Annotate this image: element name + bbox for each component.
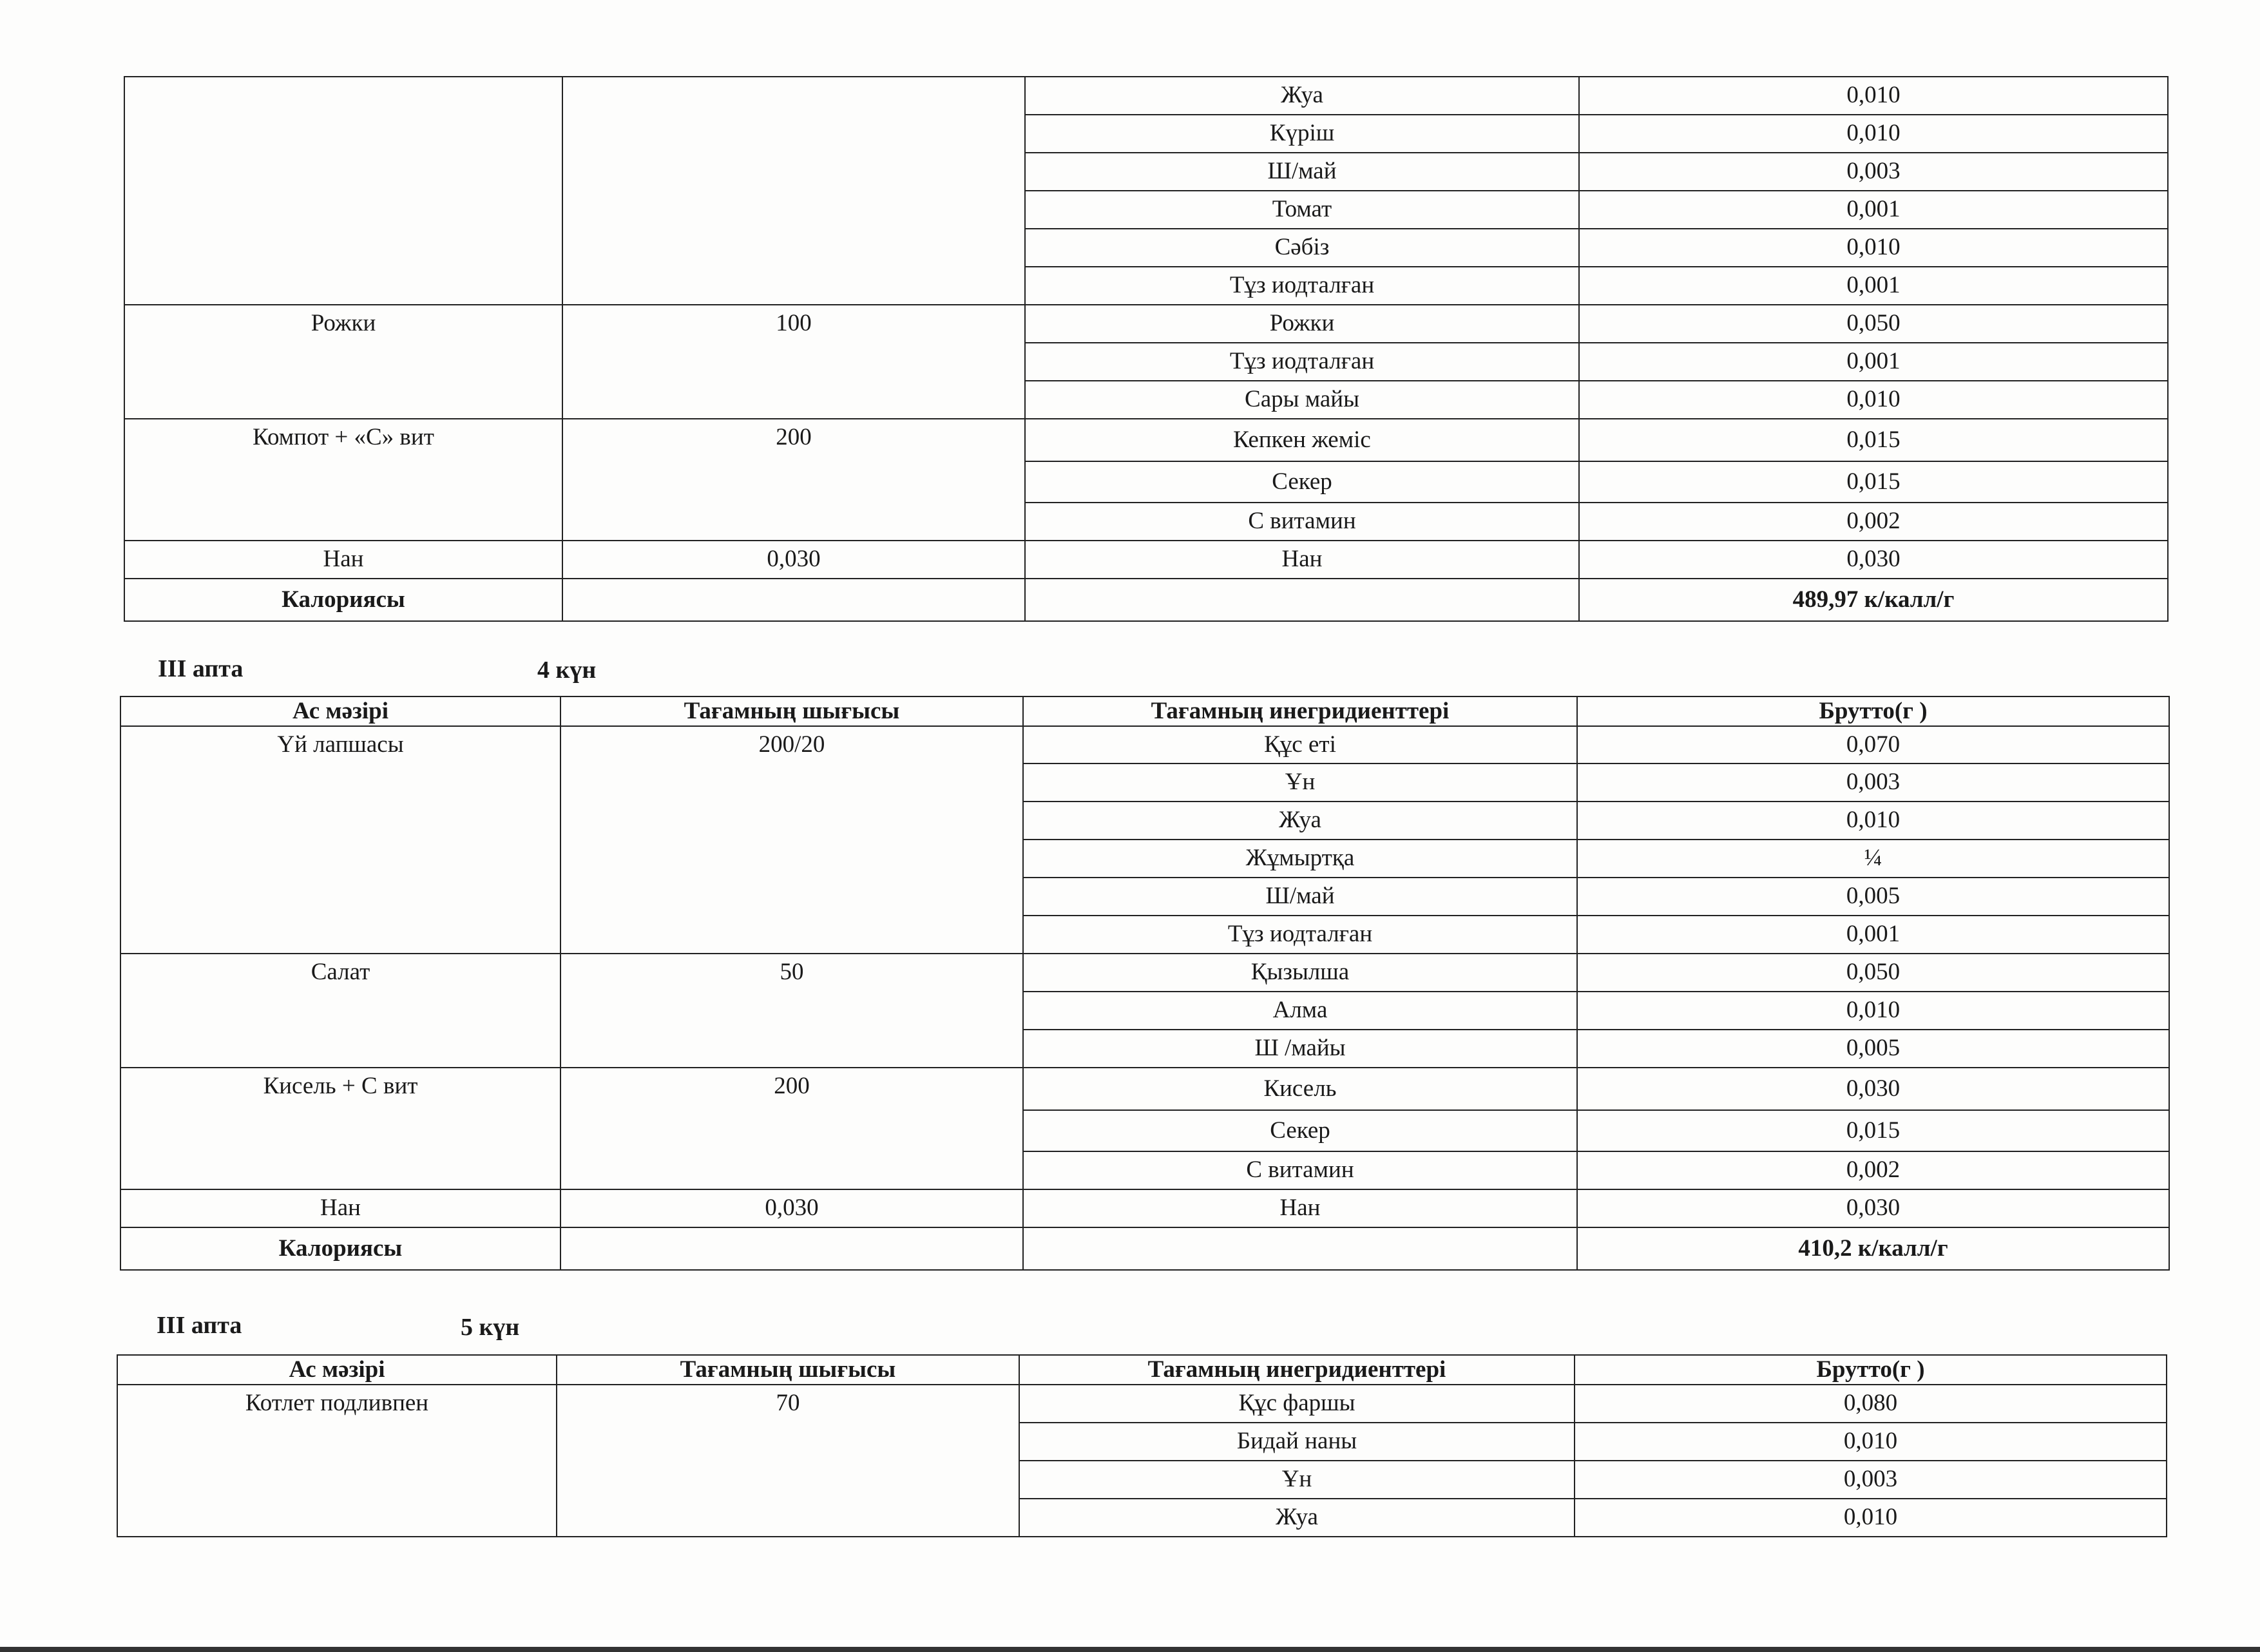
calories-value: 410,2 к/калл/г [1577,1227,2169,1270]
table-row [120,1068,2169,1110]
ingredient-cell: С витамин [1023,1151,1577,1189]
header-output: Тағамның шығысы [560,696,1023,726]
header-ingredients: Тағамның инегридиенттері [1019,1355,1575,1385]
dish-name-cell: Салат [120,954,560,1068]
ingredient-cell: Тұз иодталған [1023,916,1577,954]
header-ingredients: Тағамның инегридиенттері [1023,696,1577,726]
header-brutto: Брутто(г ) [1577,696,2169,726]
ingredient-cell: Жұмыртқа [1023,840,1577,878]
ingredient-cell: Алма [1023,992,1577,1030]
scan-edge-line [0,1647,2260,1652]
table-row [124,419,2168,461]
dish-output-cell [562,77,1025,305]
brutto-cell: 0,002 [1577,1151,2169,1189]
menu-table-continued [124,76,2169,622]
brutto-cell: 0,080 [1575,1385,2167,1423]
ingredient-cell: Нан [1023,1189,1577,1227]
brutto-cell: 0,001 [1579,191,2168,229]
calories-row [120,1227,2169,1270]
brutto-cell: 0,010 [1577,802,2169,840]
brutto-cell: 0,002 [1579,503,2168,541]
calories-label: Калориясы [120,1227,560,1270]
week-label: III апта [158,655,244,682]
brutto-cell: 0,010 [1579,115,2168,153]
dish-output-cell: 200 [560,1068,1023,1189]
brutto-cell: 0,003 [1577,764,2169,802]
ingredient-cell: Сәбіз [1025,229,1579,267]
ingredient-cell: Құс фаршы [1019,1385,1575,1423]
ingredient-cell: Кепкен жеміс [1025,419,1579,461]
dish-output-cell: 70 [557,1385,1019,1537]
ingredient-cell: Нан [1025,541,1579,579]
dish-output-cell: 100 [562,305,1025,419]
brutto-cell: 0,070 [1577,726,2169,764]
ingredient-cell: Тұз иодталған [1025,343,1579,381]
dish-output-cell: 200 [562,419,1025,541]
empty-cell [560,1227,1023,1270]
brutto-cell: 0,010 [1575,1499,2167,1537]
ingredient-cell: Кисель [1023,1068,1577,1110]
ingredient-cell: Ұн [1023,764,1577,802]
calories-value: 489,97 к/калл/г [1579,579,2168,621]
brutto-cell: 0,030 [1577,1189,2169,1227]
ingredient-cell: Ұн [1019,1461,1575,1499]
brutto-cell: 0,001 [1579,343,2168,381]
table-row [124,77,2168,115]
empty-cell [1023,1227,1577,1270]
brutto-cell: 0,010 [1579,381,2168,419]
dish-name-cell: Нан [124,541,562,579]
ingredient-cell: Секер [1025,461,1579,503]
brutto-cell: 0,010 [1575,1423,2167,1461]
ingredient-cell: Жуа [1023,802,1577,840]
table-row [117,1385,2167,1423]
ingredient-cell: Ш/май [1023,878,1577,916]
brutto-cell: 0,003 [1575,1461,2167,1499]
brutto-cell: 0,010 [1577,992,2169,1030]
dish-output-cell: 0,030 [560,1189,1023,1227]
dish-name-cell: Котлет подливпен [117,1385,557,1537]
brutto-cell: ¼ [1577,840,2169,878]
table-header-row [117,1355,2167,1385]
table-row [120,954,2169,992]
ingredient-cell: Сары майы [1025,381,1579,419]
brutto-cell: 0,010 [1579,77,2168,115]
ingredient-cell: Тұз иодталған [1025,267,1579,305]
calories-row [124,579,2168,621]
header-output: Тағамның шығысы [557,1355,1019,1385]
day-label: 5 күн [461,1314,520,1341]
ingredient-cell: Секер [1023,1110,1577,1151]
brutto-cell: 0,015 [1579,461,2168,503]
brutto-cell: 0,005 [1577,878,2169,916]
brutto-cell: 0,015 [1577,1110,2169,1151]
ingredient-cell: Қызылша [1023,954,1577,992]
dish-name-cell: Нан [120,1189,560,1227]
calories-label: Калориясы [124,579,562,621]
week-label: III апта [157,1312,242,1339]
brutto-cell: 0,050 [1579,305,2168,343]
ingredient-cell: Жуа [1019,1499,1575,1537]
ingredient-cell: С витамин [1025,503,1579,541]
day-label: 4 күн [537,657,597,684]
dish-name-cell: Үй лапшасы [120,726,560,954]
brutto-cell: 0,005 [1577,1030,2169,1068]
ingredient-cell: Жуа [1025,77,1579,115]
dish-name-cell: Компот + «С» вит [124,419,562,541]
ingredient-cell: Ш /майы [1023,1030,1577,1068]
dish-name-cell [124,77,562,305]
table-header-row [120,696,2169,726]
empty-cell [562,579,1025,621]
ingredient-cell: Бидай наны [1019,1423,1575,1461]
header-menu: Ас мәзірі [117,1355,557,1385]
ingredient-cell: Ш/май [1025,153,1579,191]
table-row [120,1189,2169,1227]
dish-name-cell: Рожки [124,305,562,419]
brutto-cell: 0,001 [1579,267,2168,305]
brutto-cell: 0,001 [1577,916,2169,954]
dish-name-cell: Кисель + С вит [120,1068,560,1189]
empty-cell [1025,579,1579,621]
menu-table-day5 [117,1354,2167,1537]
table-row [124,305,2168,343]
ingredient-cell: Рожки [1025,305,1579,343]
brutto-cell: 0,003 [1579,153,2168,191]
menu-table-day4 [120,696,2170,1271]
header-brutto: Брутто(г ) [1575,1355,2167,1385]
brutto-cell: 0,050 [1577,954,2169,992]
dish-output-cell: 200/20 [560,726,1023,954]
ingredient-cell: Құс еті [1023,726,1577,764]
brutto-cell: 0,030 [1577,1068,2169,1110]
brutto-cell: 0,010 [1579,229,2168,267]
ingredient-cell: Күріш [1025,115,1579,153]
ingredient-cell: Томат [1025,191,1579,229]
dish-output-cell: 50 [560,954,1023,1068]
table-row [124,541,2168,579]
dish-output-cell: 0,030 [562,541,1025,579]
brutto-cell: 0,015 [1579,419,2168,461]
header-menu: Ас мәзірі [120,696,560,726]
brutto-cell: 0,030 [1579,541,2168,579]
table-row [120,726,2169,764]
